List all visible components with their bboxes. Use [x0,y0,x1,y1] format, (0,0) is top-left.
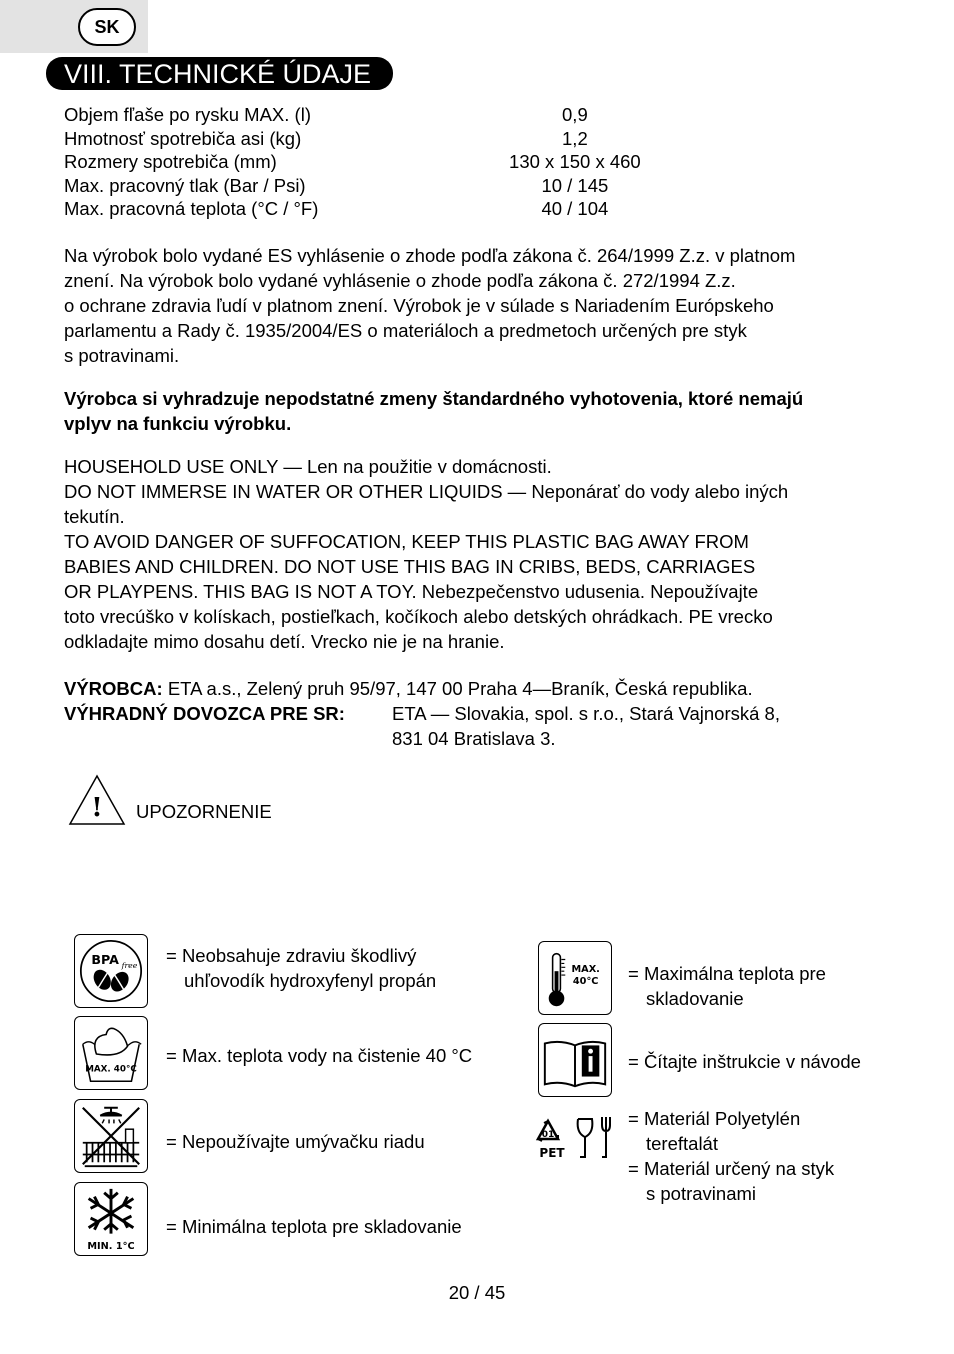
no-dishwasher-description: = Nepoužívajte umývačku riadu [166,1131,425,1152]
text-line: tekutín. [64,506,125,527]
spec-row [64,127,684,151]
spec-value: 40 / 104 [541,198,609,220]
read-manual-icon [538,1023,612,1097]
svg-text:free: free [121,961,138,971]
importer-address-line: ETA — Slovakia, spol. s r.o., Stará Vajnorská 8, [392,703,780,724]
bpa-free-icon [74,934,148,1008]
text-line: = Materiál Polyetylén [628,1108,801,1129]
text-line: Výrobca si vyhradzuje nepodstatné zmeny štandardného vyhotovenia, ktoré nemajú [64,388,804,409]
text-line: tereftalát [646,1133,718,1154]
section-title: VIII. TECHNICKÉ ÚDAJE [46,57,393,90]
svg-text:MAX.: MAX. [571,964,600,976]
spec-row [64,197,684,221]
pet-recycling-food-contact-icon [528,1107,618,1169]
language-badge: SK [78,8,136,46]
warning-triangle-icon [68,774,126,831]
spec-label: Rozmery spotrebiča (mm) [64,151,277,173]
bpa-free-description [166,943,436,993]
text-line: toto vrecúško v kolískach, postieľkach, kočíkoch alebo detských ohrádkach. PE vrecko [64,606,773,627]
svg-text:BPA: BPA [91,952,119,968]
text-line: parlamentu a Rady č. 1935/2004/ES o materiáloch a predmetoch určených pre styk [64,320,747,341]
spec-label: Hmotnosť spotrebiča asi (kg) [64,127,302,149]
svg-text:MAX. 40°C: MAX. 40°C [85,1064,137,1075]
spec-label: Max. pracovný tlak (Bar / Psi) [64,174,306,196]
no-dishwasher-icon [74,1099,148,1173]
svg-text:40°C: 40°C [572,975,599,987]
text-line: = Neobsahuje zdraviu škodlivý [166,945,417,966]
spec-row [64,174,684,198]
importer-address-line: 831 04 Bratislava 3. [392,728,556,749]
spec-value: 10 / 145 [541,174,609,196]
text-line: BABIES AND CHILDREN. DO NOT USE THIS BAG IN CRIBS, BEDS, CARRIAGES [64,556,756,577]
text-line: uhľovodík hydroxyfenyl propán [184,970,437,991]
text-line: TO AVOID DANGER OF SUFFOCATION, KEEP THIS PLASTIC BAG AWAY FROM [64,531,749,552]
manufacturer-block [64,676,894,751]
thermometer-max-40c-icon [538,941,612,1015]
max-storage-temperature-description [628,961,826,1011]
text-line: znení. Na výrobok bolo vydané vyhlásenie o zhode podľa zákona č. 272/1994 Z.z. [64,270,736,291]
frost-min-temperature-description: = Minimálna teplota pre skladovanie [166,1216,462,1237]
importer-address [392,701,780,751]
language-tab-background [0,0,148,53]
safety-warnings-paragraph [64,454,788,654]
reservation-paragraph [64,386,803,436]
text-line: odkladajte mimo dosahu detí. Vrecko nie je na hranie. [64,631,505,652]
pet-material-description [628,1106,834,1206]
page-number: 20 / 45 [448,1282,506,1303]
svg-text:MIN. 1°C: MIN. 1°C [87,1241,135,1253]
manufacturer-address: ETA a.s., Zelený pruh 95/97, 147 00 Praha 4—Braník, Česká republika. [167,678,753,699]
caution-label: UPOZORNENIE [136,801,272,822]
declaration-paragraph [64,243,795,368]
manufacturer-line [64,676,894,701]
svg-text:PET: PET [539,1146,565,1160]
text-line: = Maximálna teplota pre [628,963,826,984]
text-line: OR PLAYPENS. THIS BAG IS NOT A TOY. Nebezpečenstvo udusenia. Nepoužívajte [64,581,759,602]
spec-value: 130 x 150 x 460 [509,151,641,173]
text-line: s potravinami. [64,345,180,366]
importer-line [64,701,894,751]
spec-value: 0,9 [562,104,588,125]
spec-label: Max. pracovná teplota (°C / °F) [64,198,319,220]
wash-40c-icon [74,1016,148,1090]
text-line: s potravinami [646,1183,757,1204]
text-line: DO NOT IMMERSE IN WATER OR OTHER LIQUIDS — Neponárať do vody alebo iných [64,481,789,502]
manufacturer-label: VÝROBCA: [64,678,163,699]
text-line: HOUSEHOLD USE ONLY — Len na použitie v domácnosti. [64,456,552,477]
spec-table [64,103,684,221]
read-manual-description: = Čítajte inštrukcie v návode [628,1051,861,1072]
spec-row [64,150,684,174]
wash-40c-description: = Max. teplota vody na čistenie 40 °C [166,1045,473,1066]
spec-value: 1,2 [562,127,588,149]
svg-text:01: 01 [541,1130,555,1140]
text-line: vplyv na funkciu výrobku. [64,413,292,434]
frost-min-temperature-icon [74,1182,148,1256]
text-line: Na výrobok bolo vydané ES vyhlásenie o zhode podľa zákona č. 264/1999 Z.z. v platnom [64,245,796,266]
svg-text:!: ! [91,793,103,823]
text-line: o ochrane zdravia ľudí v platnom znení. Výrobok je v súlade s Nariadením Európskeho [64,295,774,316]
spec-label: Objem fľaše po rysku MAX. (l) [64,104,311,125]
spec-row [64,103,684,127]
text-line: skladovanie [646,988,744,1009]
importer-label: VÝHRADNÝ DOVOZCA PRE SR: [64,703,345,724]
text-line: = Materiál určený na styk [628,1158,835,1179]
